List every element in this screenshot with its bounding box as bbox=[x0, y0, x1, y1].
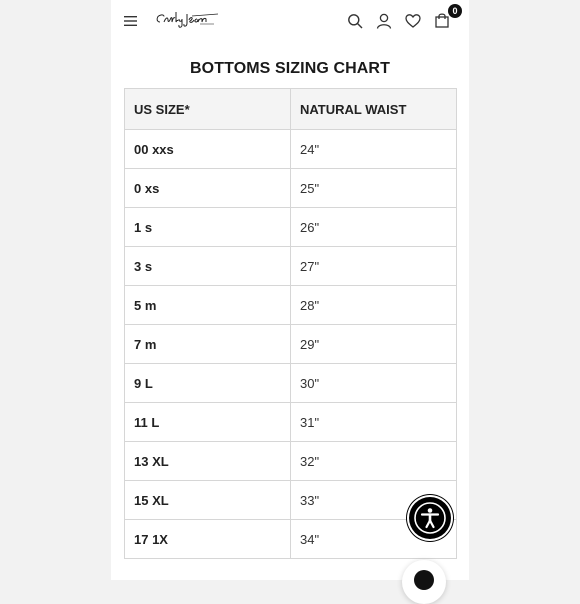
table-row bbox=[125, 403, 457, 442]
waist-cell: 28" bbox=[291, 286, 457, 325]
size-cell: 00 xxs bbox=[125, 130, 291, 169]
waist-cell: 25" bbox=[291, 169, 457, 208]
table-row bbox=[125, 247, 457, 286]
table-row bbox=[125, 325, 457, 364]
table-row bbox=[125, 520, 457, 559]
waist-cell: 30" bbox=[291, 364, 457, 403]
chat-button[interactable] bbox=[402, 560, 446, 604]
table-row bbox=[125, 364, 457, 403]
size-cell: 7 m bbox=[125, 325, 291, 364]
size-cell: 5 m bbox=[125, 286, 291, 325]
size-cell: 15 XL bbox=[125, 481, 291, 520]
waist-cell: 32" bbox=[291, 442, 457, 481]
waist-cell: 29" bbox=[291, 325, 457, 364]
table-header-row bbox=[125, 89, 457, 130]
size-cell: 3 s bbox=[125, 247, 291, 286]
size-cell: 13 XL bbox=[125, 442, 291, 481]
table-row bbox=[125, 169, 457, 208]
waist-cell: 27" bbox=[291, 247, 457, 286]
waist-cell: 34" bbox=[291, 520, 457, 559]
size-cell: 11 L bbox=[125, 403, 291, 442]
shopping-bag-icon[interactable] bbox=[434, 12, 450, 28]
heart-icon[interactable] bbox=[405, 13, 421, 29]
carly-jean-logo[interactable] bbox=[154, 8, 220, 30]
size-cell: 1 s bbox=[125, 208, 291, 247]
hamburger-menu-icon[interactable] bbox=[124, 15, 137, 27]
column-header-us-size: US SIZE* bbox=[125, 89, 291, 130]
size-cell: 0 xs bbox=[125, 169, 291, 208]
size-cell: 9 L bbox=[125, 364, 291, 403]
bottoms-sizing-table bbox=[124, 88, 457, 559]
page-title: BOTTOMS SIZING CHART bbox=[190, 60, 390, 77]
waist-cell: 31" bbox=[291, 403, 457, 442]
column-header-natural-waist: NATURAL WAIST bbox=[291, 89, 457, 130]
account-icon[interactable] bbox=[376, 13, 392, 29]
size-cell: 17 1X bbox=[125, 520, 291, 559]
table-row bbox=[125, 130, 457, 169]
chat-icon bbox=[414, 570, 434, 590]
waist-cell: 26" bbox=[291, 208, 457, 247]
accessibility-button[interactable] bbox=[409, 497, 451, 539]
table-row bbox=[125, 481, 457, 520]
table-row bbox=[125, 286, 457, 325]
cart-count-badge[interactable]: 0 bbox=[448, 4, 462, 18]
page-container bbox=[111, 0, 469, 580]
waist-cell: 33" bbox=[291, 481, 457, 520]
search-icon[interactable] bbox=[347, 13, 363, 29]
table-row bbox=[125, 208, 457, 247]
waist-cell: 24" bbox=[291, 130, 457, 169]
table-row bbox=[125, 442, 457, 481]
accessibility-icon bbox=[409, 497, 451, 539]
site-header bbox=[111, 0, 469, 44]
